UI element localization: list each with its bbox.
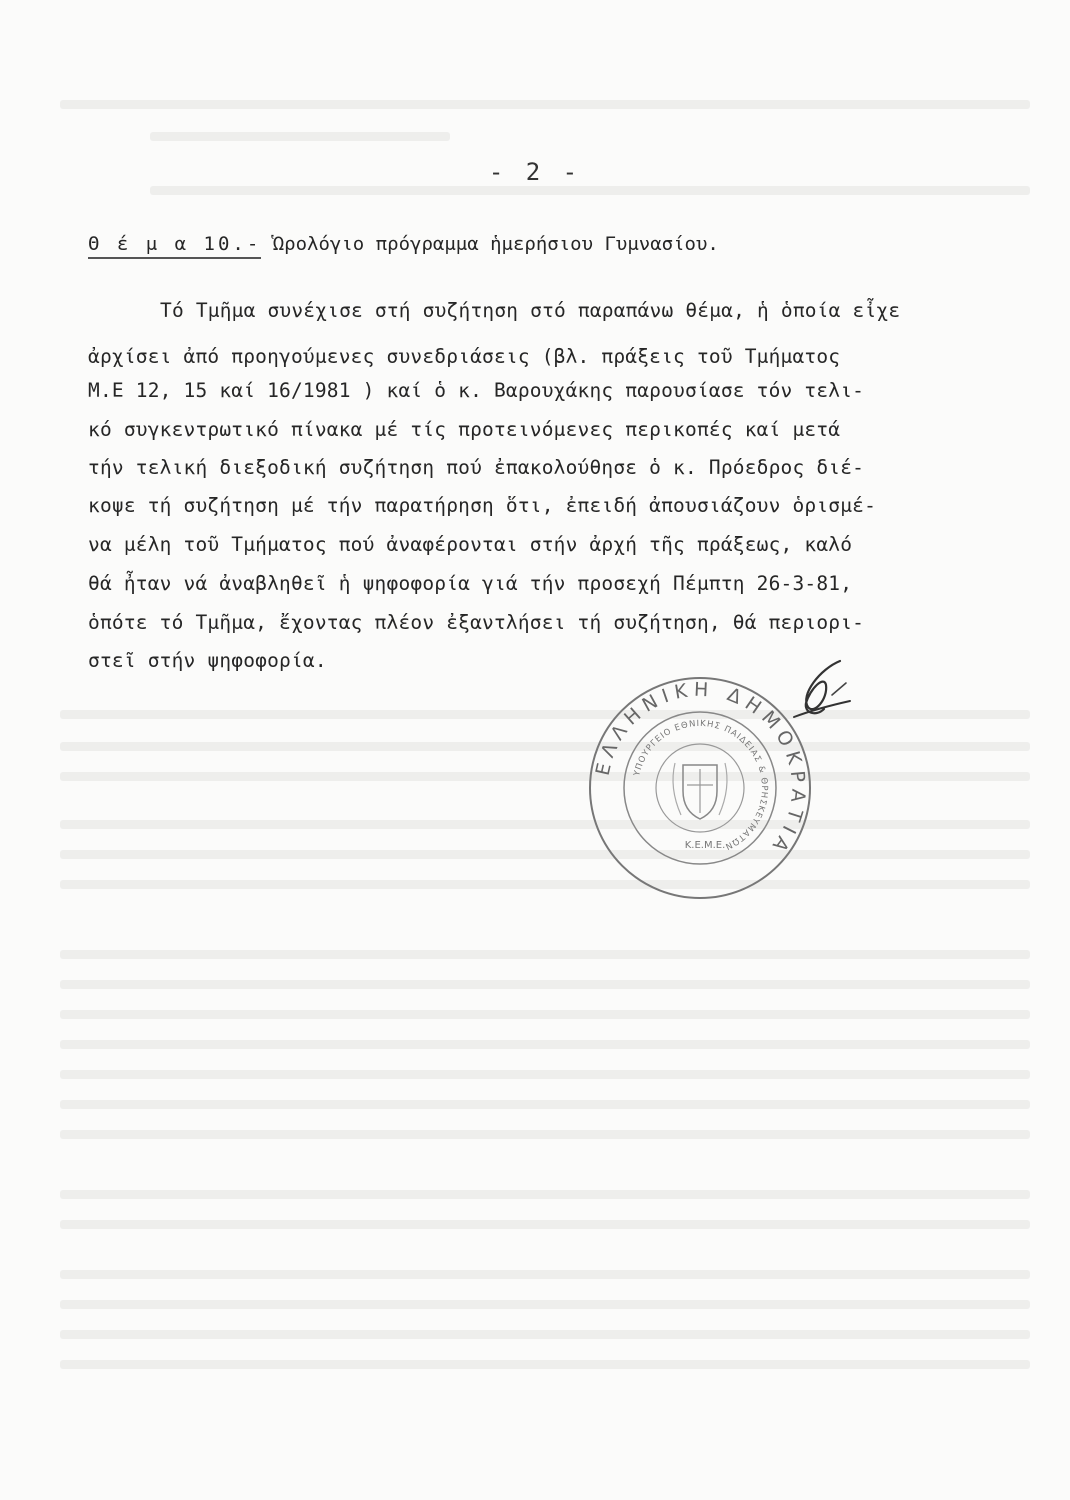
body-line: κό συγκεντρωτικό πίνακα μέ τίς προτεινόμενες περικοπές καί μετά (88, 418, 841, 441)
bleed-through (60, 1360, 1030, 1369)
body-line: στεῖ στήν ψηφοφορία. (88, 649, 327, 672)
bleed-through (60, 820, 1030, 829)
subject-label: Θ έ μ α 10.- (88, 233, 261, 259)
body-line: ἀρχίσει ἀπό προηγούμενες συνεδριάσεις (βλ. πράξεις τοῦ Τμήματος (88, 345, 841, 368)
bleed-through (60, 772, 1030, 781)
bleed-through (60, 1070, 1030, 1079)
signature (780, 655, 870, 735)
subject-text: Ὡρολόγιο πρόγραμμα ἡμερήσιου Γυμνασίου. (272, 233, 719, 255)
bleed-through (60, 1100, 1030, 1109)
body-line: Μ.Ε 12, 15 καί 16/1981 ) καί ὁ κ. Βαρουχάκης παρουσίασε τόν τελι- (88, 379, 865, 402)
bleed-through (150, 186, 1030, 195)
bleed-through (60, 742, 1030, 751)
body-line: να μέλη τοῦ Τμήματος πού ἀναφέρονται στήν ἀρχή τῆς πράξεως, καλό (88, 533, 853, 556)
body-line: τήν τελική διεξοδική συζήτηση πού ἐπακολούθησε ὁ κ. Πρόεδρος διέ- (88, 456, 865, 479)
bleed-through (60, 850, 1030, 859)
body-line: θά ἦταν νά ἀναβληθεῖ ἡ ψηφοφορία γιά τήν προσεχή Πέμπτη 26-3-81, (88, 572, 853, 595)
seal-bottom-text: Κ.Ε.Μ.Ε. (684, 840, 726, 851)
subject-heading (88, 233, 719, 255)
bleed-through (60, 1130, 1030, 1139)
bleed-through (60, 880, 1030, 889)
bleed-through (60, 1010, 1030, 1019)
bleed-through (60, 1220, 1030, 1229)
bleed-through (60, 1040, 1030, 1049)
body-line: κοψε τή συζήτηση μέ τήν παρατήρηση ὅτι, ἐπειδή ἀπουσιάζουν ὁρισμέ- (88, 494, 877, 517)
seal-inner-text: ΥΠΟΥΡΓΕΙΟ ΕΘΝΙΚΗΣ ΠΑΙΔΕΙΑΣ & ΘΡΗΣΚΕΥΜΑΤΩΝ (632, 718, 770, 852)
bleed-through (60, 1190, 1030, 1199)
bleed-through (60, 100, 1030, 109)
body-line: Τό Τμῆμα συνέχισε στή συζήτηση στό παραπάνω θέμα, ἡ ὁποία εἶχε (160, 299, 901, 322)
bleed-through (60, 1270, 1030, 1279)
bleed-through (150, 132, 450, 141)
page-number: - 2 - (488, 158, 582, 186)
bleed-through (60, 1330, 1030, 1339)
seal-outer-text: ΕΛΛΗΝΙΚΗ ΔΗΜΟΚΡΑΤΙΑ (591, 678, 810, 861)
bleed-through (60, 710, 1030, 719)
bleed-through (60, 950, 1030, 959)
body-line: ὁπότε τό Τμῆμα, ἔχοντας πλέον ἐξαντλήσει τή συζήτηση, θά περιορι- (88, 611, 865, 634)
bleed-through (60, 1300, 1030, 1309)
bleed-through (60, 980, 1030, 989)
